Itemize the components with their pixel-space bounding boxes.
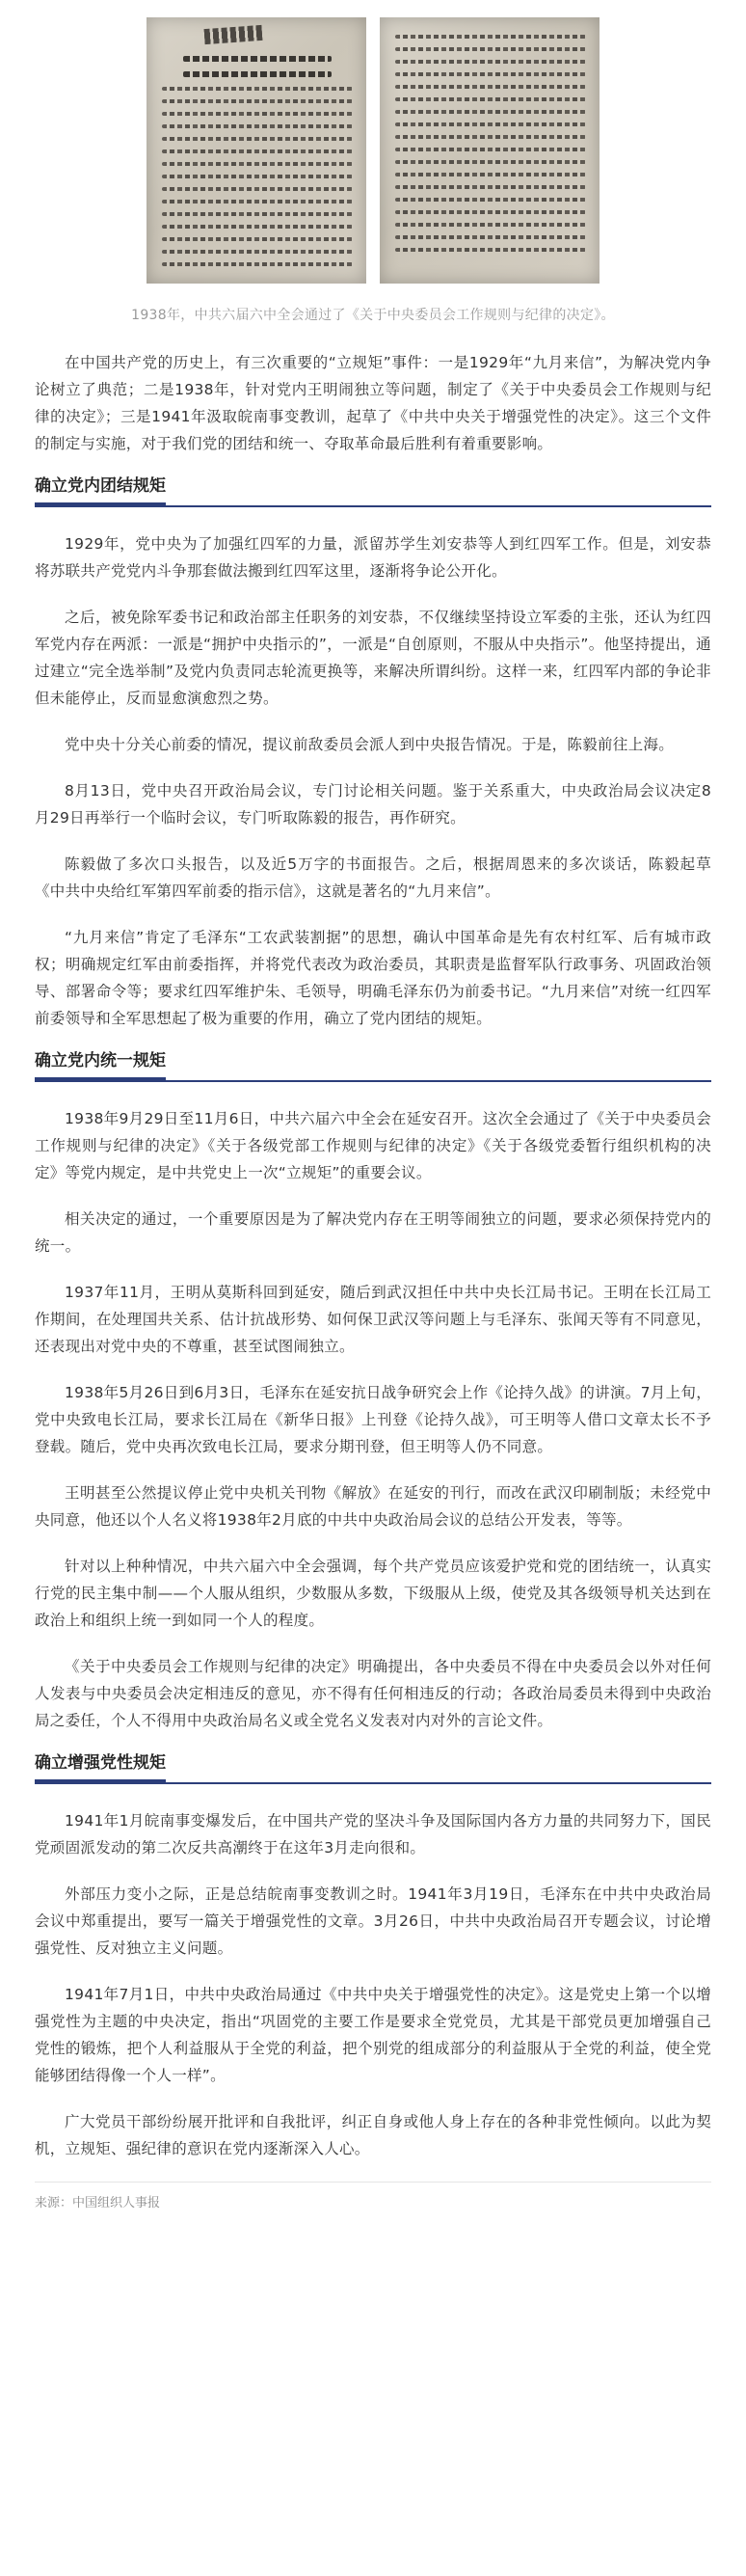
- historical-document-figure: [35, 0, 711, 324]
- body-paragraph: 广大党员干部纷纷展开批评和自我批评，纠正自身或他人身上存在的各种非党性倾向。以此为契机，立规矩、强纪律的意识在党内逐渐深入人心。: [35, 2113, 711, 2157]
- body-paragraph: “九月来信”肯定了毛泽东“工农武装割据”的思想，确认中国革命是先有农村红军、后有城市政权；明确规定红军由前委指挥，并将党代表改为政治委员，其职责是监督军队行政事务、巩固政治领导、部署命令等；要求红四军维护朱、毛领导，明确毛泽东仍为前委书记。“九月来信”对统一红四军前委领导和全军思想起了极为重要的作用，确立了党内团结的规矩。: [35, 929, 711, 1027]
- section-heading-uniformity: [35, 1051, 711, 1082]
- body-paragraph: 1938年9月29日至11月6日，中共六届六中全会在延安召开。这次全会通过了《关于中央委员会工作规则与纪律的决定》《关于各级党部工作规则与纪律的决定》《关于各级党委暂行组织机构的决定》等党内规定，是中共党史上一次“立规矩”的重要会议。: [35, 1110, 711, 1181]
- section-title: 确立增强党性规矩: [35, 1752, 166, 1784]
- body-paragraph: 相关决定的通过，一个重要原因是为了解决党内存在王明等闹独立的问题，要求必须保持党内的统一。: [35, 1210, 711, 1255]
- body-paragraph: 8月13日，党中央召开政治局会议，专门讨论相关问题。鉴于关系重大，中央政治局会议决定8月29日再举行一个临时会议，专门听取陈毅的报告，再作研究。: [35, 782, 711, 827]
- section-title: 确立党内团结规矩: [35, 475, 166, 507]
- body-paragraph: 陈毅做了多次口头报告，以及近5万字的书面报告。之后，根据周恩来的多次谈话，陈毅起草《中共中央给红军第四军前委的指示信》，这就是著名的“九月来信”。: [35, 855, 711, 900]
- section-heading-unity: [35, 476, 711, 507]
- body-paragraph: 王明甚至公然提议停止党中央机关刊物《解放》在延安的刊行，而改在武汉印刷制版；未经党中央同意，他还以个人名义将1938年2月底的中共中央政治局会议的总结公开发表，等等。: [35, 1484, 711, 1529]
- section-title: 确立党内统一规矩: [35, 1050, 166, 1082]
- body-paragraph: 1937年11月，王明从莫斯科回到延安，随后到武汉担任中共中央长江局书记。王明在长江局工作期间，在处理国共关系、估计抗战形势、如何保卫武汉等问题上与毛泽东、张闻天等有不同意见，还表现出对党中央的不尊重，甚至试图闹独立。: [35, 1284, 711, 1355]
- section-heading-party-spirit: [35, 1753, 711, 1784]
- document-photo-left: [147, 17, 366, 284]
- document-photos: [35, 17, 711, 284]
- intro-paragraph: 在中国共产党的历史上，有三次重要的“立规矩”事件：一是1929年“九月来信”，为解决党内争论树立了典范；二是1938年，针对党内王明闹独立等问题，制定了《关于中央委员会工作规则与纪律的决定》；三是1941年汲取皖南事变教训，起草了《中共中央关于增强党性的决定》。这三个文件的制定与实施，对于我们党的团结和统一、夺取革命最后胜利有着重要影响。: [35, 354, 711, 452]
- document-photo-right: [380, 17, 599, 284]
- body-paragraph: 针对以上种种情况，中共六届六中全会强调，每个共产党员应该爱护党和党的团结统一，认真实行党的民主集中制——个人服从组织，少数服从多数，下级服从上级，使党及其各级领导机关达到在政治上和组织上统一到如同一个人的程度。: [35, 1558, 711, 1629]
- body-paragraph: 党中央十分关心前委的情况，提议前敌委员会派人到中央报告情况。于是，陈毅前往上海。: [65, 736, 675, 753]
- body-paragraph: 1941年7月1日，中共中央政治局通过《中共中央关于增强党性的决定》。这是党史上第一个以增强党性为主题的中央决定，指出“巩固党的主要工作是要求全党党员，尤其是干部党员更加增强自己党性的锻炼，把个人利益服从于全党的利益，把个别党的组成部分的利益服从于全党的利益，使全党能够团结得像一个人一样”。: [35, 1986, 711, 2084]
- figure-caption: 1938年，中共六届六中全会通过了《关于中央委员会工作规则与纪律的决定》。: [131, 308, 615, 323]
- body-paragraph: 之后，被免除军委书记和政治部主任职务的刘安恭，不仅继续坚持设立军委的主张，还认为红四军党内存在两派：一派是“拥护中央指示的”，一派是“自创原则，不服从中央指示”。他坚持提出，通过建立“完全选举制”及党内负责同志轮流更换等，来解决所谓纠纷。这样一来，红四军内部的争论非但未能停止，反而显愈演愈烈之势。: [35, 609, 711, 707]
- body-paragraph: 1929年，党中央为了加强红四军的力量，派留苏学生刘安恭等人到红四军工作。但是，刘安恭将苏联共产党党内斗争那套做法搬到红四军这里，逐渐将争论公开化。: [35, 535, 711, 580]
- body-paragraph: 1941年1月皖南事变爆发后，在中国共产党的坚决斗争及国际国内各方力量的共同努力下，国民党顽固派发动的第二次反共高潮终于在这年3月走向很和。: [35, 1812, 711, 1857]
- body-paragraph: 外部压力变小之际，正是总结皖南事变教训之时。1941年3月19日，毛泽东在中共中央政治局会议中郑重提出，要写一篇关于增强党性的文章。3月26日，中共中央政治局召开专题会议，讨论增强党性、反对独立主义问题。: [35, 1885, 711, 1957]
- article-source: 来源：中国组织人事报: [35, 2182, 711, 2210]
- body-paragraph: 1938年5月26日到6月3日，毛泽东在延安抗日战争研究会上作《论持久战》的讲演。7月上旬，党中央致电长江局，要求长江局在《新华日报》上刊登《论持久战》，可王明等人借口文章太长不予登载。随后，党中央再次致电长江局，要求分期刊登，但王明等人仍不同意。: [35, 1384, 711, 1455]
- body-paragraph: 《关于中央委员会工作规则与纪律的决定》明确提出，各中央委员不得在中央委员会以外对任何人发表与中央委员会决定相违反的意见，亦不得有任何相违反的行动；各政治局委员未得到中央政治局之委任，个人不得用中央政治局名义或全党名义发表对内对外的言论文件。: [35, 1658, 711, 1729]
